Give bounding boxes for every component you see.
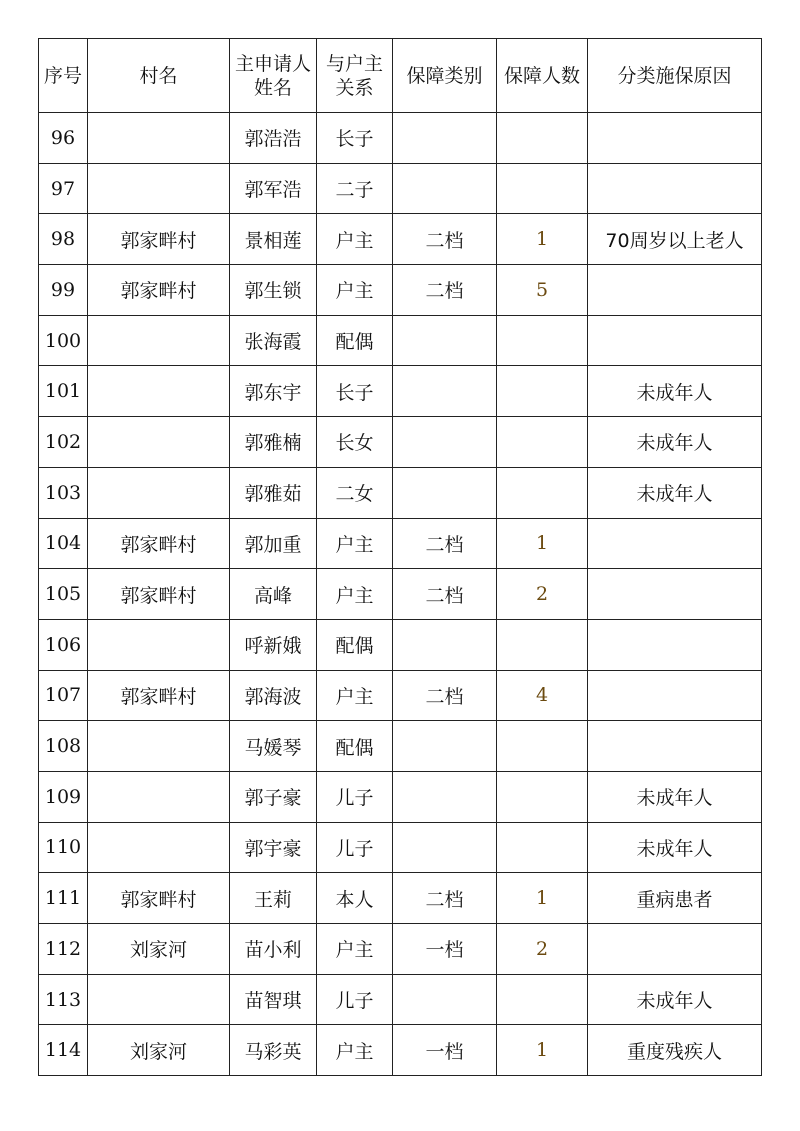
applicant-name-cell: 郭浩浩 [230, 113, 317, 164]
applicant-name-cell: 马媛琴 [230, 721, 317, 772]
reason-cell [588, 113, 762, 164]
table-body [39, 113, 762, 1076]
row-index-cell: 112 [39, 924, 88, 975]
count-cell [497, 721, 588, 772]
relation-cell: 儿子 [317, 771, 393, 822]
category-cell [393, 771, 497, 822]
relation-cell: 配偶 [317, 721, 393, 772]
applicant-name-cell: 郭军浩 [230, 163, 317, 214]
row-index-cell: 103 [39, 467, 88, 518]
relation-cell: 儿子 [317, 822, 393, 873]
count-cell [497, 315, 588, 366]
table-row [39, 670, 762, 721]
table-row [39, 467, 762, 518]
reason-cell [588, 924, 762, 975]
table-row [39, 265, 762, 316]
applicant-name-cell: 郭东宇 [230, 366, 317, 417]
relation-cell: 户主 [317, 1025, 393, 1076]
header-cell-relation: 与户主关系 [317, 39, 393, 113]
row-index-cell: 114 [39, 1025, 88, 1076]
row-index-cell: 108 [39, 721, 88, 772]
relation-cell: 户主 [317, 924, 393, 975]
category-cell [393, 974, 497, 1025]
applicant-name-cell: 马彩英 [230, 1025, 317, 1076]
reason-cell: 未成年人 [588, 417, 762, 468]
reason-cell [588, 569, 762, 620]
village-cell: 郭家畔村 [88, 670, 230, 721]
category-cell [393, 822, 497, 873]
relation-cell: 本人 [317, 873, 393, 924]
table-row [39, 619, 762, 670]
count-cell: 1 [497, 873, 588, 924]
village-cell [88, 315, 230, 366]
reason-cell: 未成年人 [588, 974, 762, 1025]
header-cell-village: 村名 [88, 39, 230, 113]
reason-cell: 重病患者 [588, 873, 762, 924]
table-row [39, 315, 762, 366]
village-cell: 郭家畔村 [88, 265, 230, 316]
table-row [39, 417, 762, 468]
category-cell: 二档 [393, 518, 497, 569]
reason-cell: 未成年人 [588, 467, 762, 518]
table-row [39, 366, 762, 417]
applicant-name-cell: 郭加重 [230, 518, 317, 569]
relation-cell: 户主 [317, 265, 393, 316]
row-index-cell: 98 [39, 214, 88, 265]
row-index-cell: 100 [39, 315, 88, 366]
count-cell [497, 974, 588, 1025]
count-cell: 2 [497, 569, 588, 620]
table-row [39, 873, 762, 924]
village-cell [88, 113, 230, 164]
applicant-name-cell: 郭生锁 [230, 265, 317, 316]
reason-cell [588, 315, 762, 366]
count-cell: 4 [497, 670, 588, 721]
count-cell [497, 163, 588, 214]
row-index-cell: 107 [39, 670, 88, 721]
relation-cell: 长女 [317, 417, 393, 468]
category-cell: 二档 [393, 873, 497, 924]
applicant-name-cell: 呼新娥 [230, 619, 317, 670]
applicant-name-cell: 苗智琪 [230, 974, 317, 1025]
relation-cell: 配偶 [317, 315, 393, 366]
applicant-name-cell: 郭雅茹 [230, 467, 317, 518]
header-cell-index: 序号 [39, 39, 88, 113]
count-cell: 1 [497, 1025, 588, 1076]
village-cell [88, 822, 230, 873]
village-cell: 郭家畔村 [88, 518, 230, 569]
table-row [39, 974, 762, 1025]
table-row [39, 822, 762, 873]
village-cell [88, 366, 230, 417]
row-index-cell: 111 [39, 873, 88, 924]
relation-cell: 二子 [317, 163, 393, 214]
applicant-name-cell: 苗小利 [230, 924, 317, 975]
category-cell: 一档 [393, 924, 497, 975]
table-row [39, 771, 762, 822]
category-cell: 二档 [393, 265, 497, 316]
row-index-cell: 106 [39, 619, 88, 670]
reason-cell [588, 670, 762, 721]
applicant-name-cell: 张海霞 [230, 315, 317, 366]
count-cell [497, 619, 588, 670]
table-header [39, 39, 762, 113]
count-cell: 5 [497, 265, 588, 316]
relation-cell: 户主 [317, 214, 393, 265]
applicant-name-cell: 王莉 [230, 873, 317, 924]
count-cell [497, 771, 588, 822]
table-row [39, 163, 762, 214]
table-row [39, 214, 762, 265]
village-cell [88, 721, 230, 772]
reason-cell: 未成年人 [588, 822, 762, 873]
reason-cell [588, 518, 762, 569]
village-cell [88, 619, 230, 670]
header-cell-count: 保障人数 [497, 39, 588, 113]
reason-cell: 70周岁以上老人 [588, 214, 762, 265]
village-cell: 郭家畔村 [88, 569, 230, 620]
count-cell: 2 [497, 924, 588, 975]
reason-cell: 重度残疾人 [588, 1025, 762, 1076]
category-cell [393, 619, 497, 670]
category-cell [393, 163, 497, 214]
row-index-cell: 109 [39, 771, 88, 822]
count-cell: 1 [497, 518, 588, 569]
relation-cell: 二女 [317, 467, 393, 518]
reason-cell [588, 163, 762, 214]
relation-cell: 户主 [317, 569, 393, 620]
applicant-name-cell: 郭雅楠 [230, 417, 317, 468]
relation-cell: 长子 [317, 113, 393, 164]
reason-cell: 未成年人 [588, 771, 762, 822]
category-cell [393, 113, 497, 164]
reason-cell [588, 721, 762, 772]
village-cell [88, 467, 230, 518]
relation-cell: 户主 [317, 518, 393, 569]
category-cell [393, 315, 497, 366]
applicant-name-cell: 高峰 [230, 569, 317, 620]
row-index-cell: 102 [39, 417, 88, 468]
category-cell [393, 721, 497, 772]
village-cell [88, 771, 230, 822]
relation-cell: 长子 [317, 366, 393, 417]
row-index-cell: 97 [39, 163, 88, 214]
row-index-cell: 101 [39, 366, 88, 417]
header-row [39, 39, 762, 113]
category-cell [393, 366, 497, 417]
count-cell [497, 822, 588, 873]
count-cell [497, 113, 588, 164]
table-row [39, 1025, 762, 1076]
row-index-cell: 110 [39, 822, 88, 873]
category-cell: 一档 [393, 1025, 497, 1076]
row-index-cell: 113 [39, 974, 88, 1025]
count-cell [497, 467, 588, 518]
header-cell-applicant: 主申请人姓名 [230, 39, 317, 113]
count-cell [497, 366, 588, 417]
relation-cell: 儿子 [317, 974, 393, 1025]
row-index-cell: 99 [39, 265, 88, 316]
category-cell [393, 467, 497, 518]
row-index-cell: 105 [39, 569, 88, 620]
category-cell: 二档 [393, 670, 497, 721]
reason-cell [588, 265, 762, 316]
village-cell: 郭家畔村 [88, 214, 230, 265]
village-cell: 刘家河 [88, 1025, 230, 1076]
reason-cell: 未成年人 [588, 366, 762, 417]
applicant-name-cell: 景相莲 [230, 214, 317, 265]
table-row [39, 518, 762, 569]
applicant-name-cell: 郭子豪 [230, 771, 317, 822]
applicant-name-cell: 郭海波 [230, 670, 317, 721]
row-index-cell: 104 [39, 518, 88, 569]
village-cell [88, 163, 230, 214]
row-index-cell: 96 [39, 113, 88, 164]
count-cell: 1 [497, 214, 588, 265]
village-cell [88, 974, 230, 1025]
table-row [39, 113, 762, 164]
relation-cell: 户主 [317, 670, 393, 721]
header-cell-category: 保障类别 [393, 39, 497, 113]
table-row [39, 721, 762, 772]
table-row [39, 569, 762, 620]
applicant-name-cell: 郭宇豪 [230, 822, 317, 873]
table-row [39, 924, 762, 975]
count-cell [497, 417, 588, 468]
header-cell-reason: 分类施保原因 [588, 39, 762, 113]
village-cell [88, 417, 230, 468]
category-cell [393, 417, 497, 468]
category-cell: 二档 [393, 569, 497, 620]
guarantee-roster-table [38, 38, 762, 1076]
village-cell: 刘家河 [88, 924, 230, 975]
category-cell: 二档 [393, 214, 497, 265]
relation-cell: 配偶 [317, 619, 393, 670]
village-cell: 郭家畔村 [88, 873, 230, 924]
reason-cell [588, 619, 762, 670]
